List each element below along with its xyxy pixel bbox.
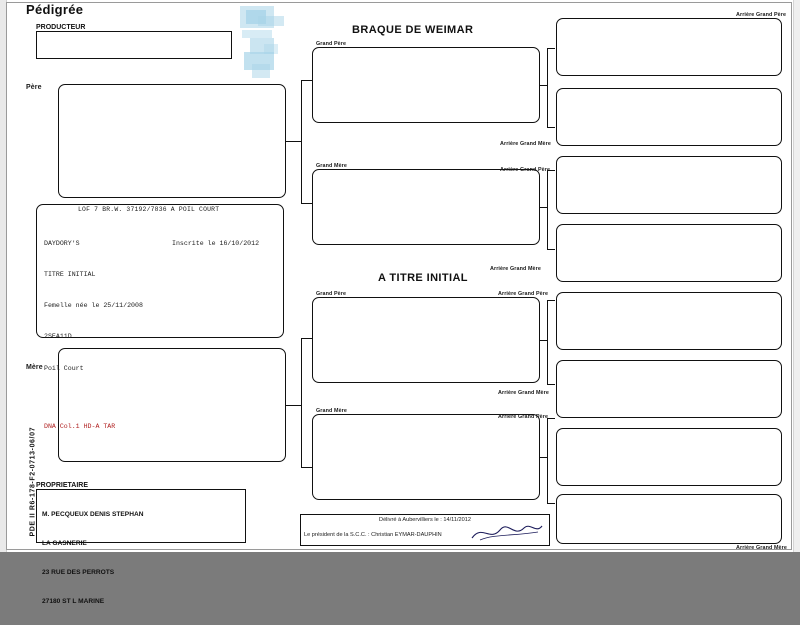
box-grand-pere-1[interactable] bbox=[312, 47, 540, 123]
connector-gm2-v bbox=[547, 418, 548, 504]
proprietaire-label: PROPRIETAIRE bbox=[36, 482, 88, 489]
subject-registry-line: LOF 7 BR.W. 37192/7836 A POIL COURT bbox=[78, 206, 220, 213]
box-arriere-4[interactable] bbox=[556, 224, 782, 282]
connector-gm1-v bbox=[547, 170, 548, 250]
box-grand-mere-2[interactable] bbox=[312, 414, 540, 500]
connector-agp4 bbox=[547, 418, 555, 419]
delivrance-president: Le président de la S.C.C. : Christian EYMAR-DAUPHIN bbox=[304, 532, 442, 538]
subject-identification: 2SEA11D bbox=[44, 333, 72, 341]
label-arriere-grand-pere-1: Arrière Grand Père bbox=[736, 12, 787, 18]
label-arriere-grand-mere-2: Arrière Grand Mère bbox=[490, 266, 541, 272]
document-side-id: PDE II R6-178-F2-0713-06/07 bbox=[29, 426, 37, 537]
producteur-label: PRODUCTEUR bbox=[36, 24, 86, 31]
connector-gp1-v bbox=[547, 48, 548, 128]
box-arriere-8[interactable] bbox=[556, 494, 782, 544]
label-mere: Mère bbox=[26, 364, 43, 371]
subject-name: DAYDORY'S bbox=[44, 239, 80, 247]
connector-mere-h bbox=[286, 405, 302, 406]
subject-detail-text bbox=[44, 218, 260, 463]
box-pere[interactable] bbox=[58, 84, 286, 198]
label-grand-pere-2: Grand Père bbox=[316, 291, 347, 297]
breed-heading: BRAQUE DE WEIMAR bbox=[352, 24, 474, 36]
subject-title: TITRE INITIAL bbox=[44, 271, 96, 279]
spacer bbox=[44, 395, 143, 401]
box-grand-pere-2[interactable] bbox=[312, 297, 540, 383]
signature-icon bbox=[470, 520, 544, 544]
connector-agp1 bbox=[547, 48, 555, 49]
connector-agm1 bbox=[547, 127, 555, 128]
connector-agm2 bbox=[547, 249, 555, 250]
box-arriere-6[interactable] bbox=[556, 360, 782, 418]
box-grand-mere-1[interactable] bbox=[312, 169, 540, 245]
subject-birth: Femelle née le 25/11/2008 bbox=[44, 302, 143, 310]
producteur-box[interactable] bbox=[36, 31, 232, 59]
connector-pere-h bbox=[286, 141, 302, 142]
proprietaire-text bbox=[42, 491, 144, 625]
label-arriere-grand-pere-4: Arrière Grand Père bbox=[498, 414, 549, 420]
proprietaire-line-2: LA GASNERIE bbox=[42, 539, 87, 547]
box-arriere-1[interactable] bbox=[556, 18, 782, 76]
connector-gp2-v bbox=[547, 300, 548, 385]
label-pere: Père bbox=[26, 84, 42, 91]
label-arriere-grand-pere-2: Arrière Grand Père bbox=[500, 167, 551, 173]
label-arriere-grand-mere-1: Arrière Grand Mère bbox=[500, 141, 551, 147]
box-arriere-2[interactable] bbox=[556, 88, 782, 146]
label-arriere-grand-mere-4: Arrière Grand Mère bbox=[736, 545, 787, 551]
connector-agp3 bbox=[547, 300, 555, 301]
connector-mere-v bbox=[301, 338, 302, 468]
subject-coat: Poil Court bbox=[44, 364, 84, 372]
proprietaire-line-3: 23 RUE DES PERROTS bbox=[42, 568, 115, 576]
proprietaire-line-1: M. PECQUEUX DENIS STEPHAN bbox=[42, 511, 144, 519]
connector-agm4 bbox=[547, 503, 555, 504]
page-title: Pédigrée bbox=[26, 2, 84, 17]
label-arriere-grand-mere-3: Arrière Grand Mère bbox=[498, 390, 549, 396]
title-initial-heading: A TITRE INITIAL bbox=[378, 272, 468, 284]
label-grand-mere-1: Grand Mère bbox=[316, 163, 347, 169]
subject-inscription: Inscrite le 16/10/2012 bbox=[172, 239, 260, 247]
scan-edge-right bbox=[793, 0, 800, 552]
delivrance-date: Délivré à Aubervilliers le : 14/11/2012 bbox=[379, 517, 471, 523]
subject-dna: DNA Col.1 HD-A TAR bbox=[44, 422, 116, 430]
connector-pere-v bbox=[301, 80, 302, 204]
box-arriere-7[interactable] bbox=[556, 428, 782, 486]
box-arriere-3[interactable] bbox=[556, 156, 782, 214]
proprietaire-line-4: 27180 ST L MARINE bbox=[42, 597, 105, 605]
blue-stamp-icon bbox=[238, 4, 294, 82]
label-arriere-grand-pere-3: Arrière Grand Père bbox=[498, 291, 549, 297]
box-arriere-5[interactable] bbox=[556, 292, 782, 350]
label-grand-mere-2: Grand Mère bbox=[316, 408, 347, 414]
connector-agm3 bbox=[547, 384, 555, 385]
label-grand-pere-1: Grand Père bbox=[316, 41, 347, 47]
